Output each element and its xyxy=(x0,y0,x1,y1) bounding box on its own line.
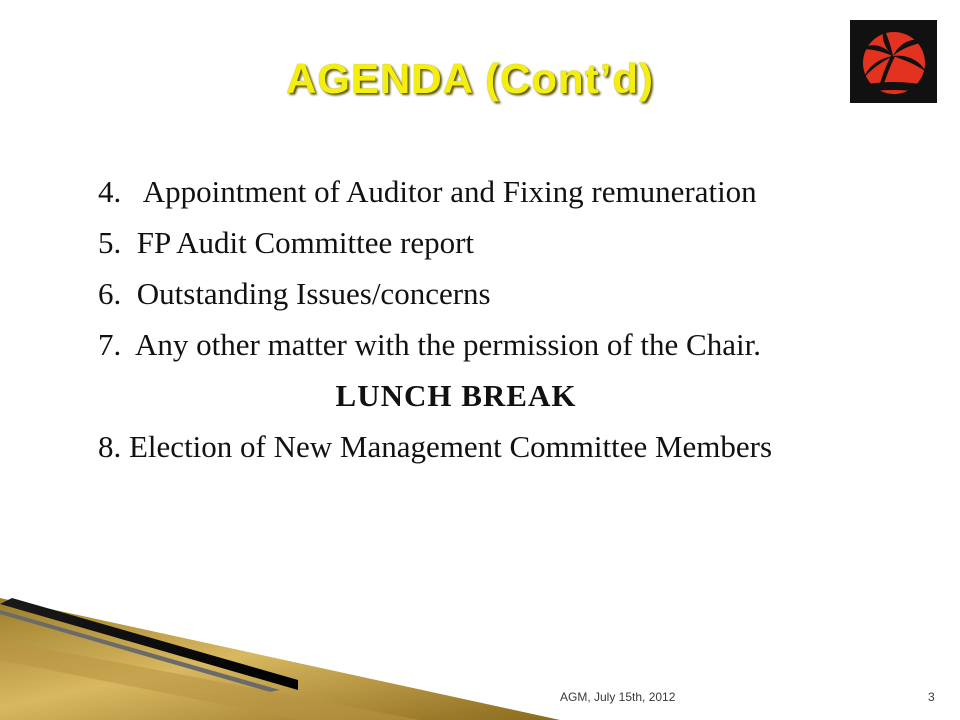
item-number: 7. xyxy=(98,327,122,362)
agenda-item xyxy=(98,268,858,319)
item-number: 8. xyxy=(98,429,122,464)
page-number: 3 xyxy=(928,690,935,704)
agenda-item-6 xyxy=(98,268,858,319)
agenda-item-5 xyxy=(98,217,858,268)
agenda-item xyxy=(98,217,858,268)
item-text: Election of New Management Committee Members xyxy=(129,429,773,464)
item-text: Outstanding Issues/concerns xyxy=(136,276,491,311)
slide-title: AGENDA (Cont’d) xyxy=(285,55,655,102)
agenda-item xyxy=(98,421,858,472)
item-number: 6. xyxy=(98,276,122,311)
footer-text: AGM, July 15th, 2012 xyxy=(560,690,676,704)
agenda-item xyxy=(98,319,858,370)
agenda-item-7 xyxy=(98,319,858,370)
item-text: FP Audit Committee report xyxy=(136,225,475,260)
agenda-item-4 xyxy=(98,166,858,217)
palm-tree-sunset-logo-icon xyxy=(850,20,937,103)
item-number: 4. xyxy=(98,174,122,209)
item-number: 5. xyxy=(98,225,122,260)
agenda-list xyxy=(98,166,858,472)
agenda-break xyxy=(98,370,858,421)
agenda-item-8 xyxy=(98,429,772,464)
item-text: Any other matter with the permission of the Chair. xyxy=(135,327,761,362)
lunch-break-label: LUNCH BREAK xyxy=(335,378,577,413)
item-text: Appointment of Auditor and Fixing remuneration xyxy=(142,174,757,209)
agenda-item xyxy=(98,166,858,217)
